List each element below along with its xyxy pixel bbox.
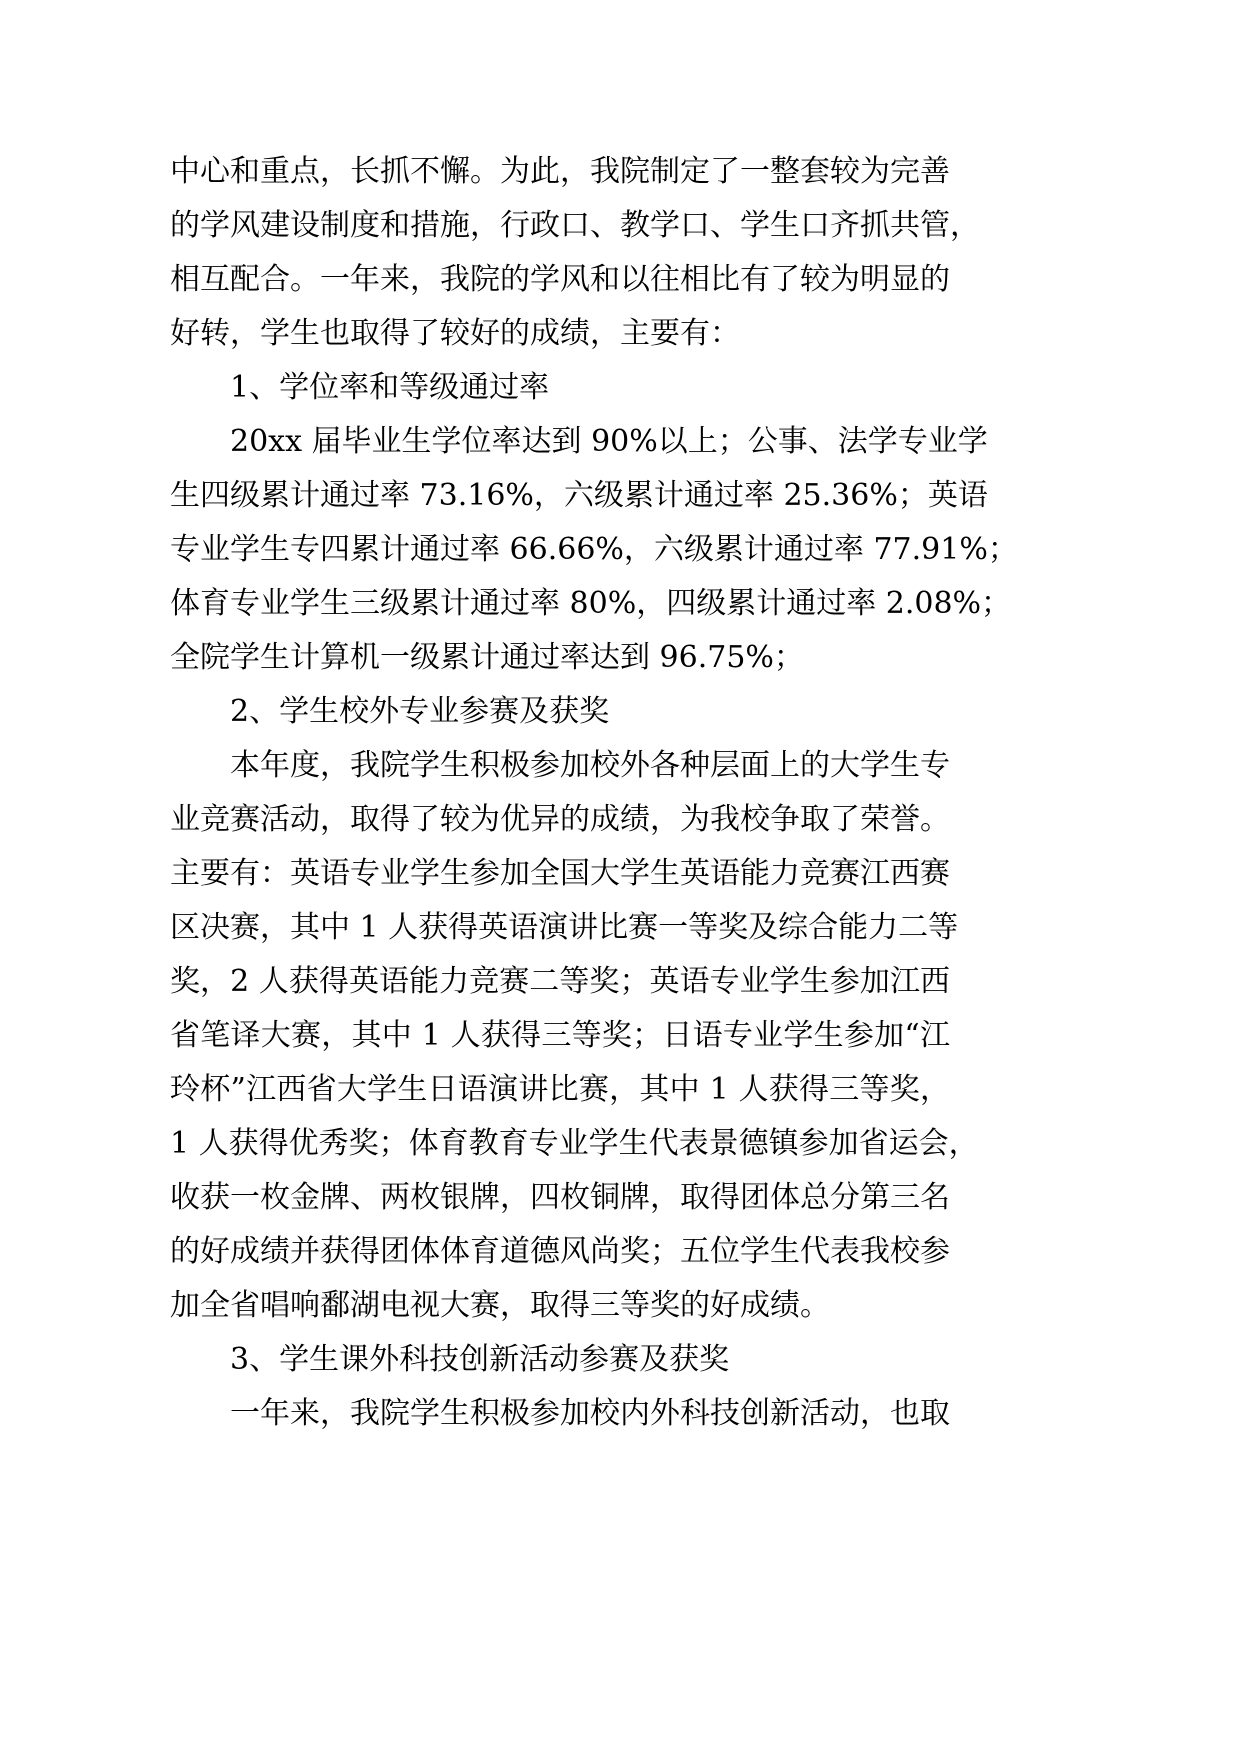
text-line: 玲杯”江西省大学生日语演讲比赛，其中 1 人获得三等奖， [170,1072,950,1107]
document-body [170,145,1018,1441]
text-line: 体育专业学生三级累计通过率 80%，四级累计通过率 2.08%； [170,586,1012,621]
text-line: 主要有：英语专业学生参加全国大学生英语能力竞赛江西赛 [170,856,950,891]
text-line: 区决赛，其中 1 人获得英语演讲比赛一等奖及综合能力二等 [170,910,959,945]
text-line: 收获一枚金牌、两枚银牌，四枚铜牌，取得团体总分第三名 [170,1180,950,1215]
section-heading-3: 3、学生课外科技创新活动参赛及获奖 [230,1342,730,1377]
text-line: 一年来，我院学生积极参加校内外科技创新活动，也取 [230,1396,950,1431]
text-line: 20xx 届毕业生学位率达到 90%以上；公事、法学专业学 [230,424,988,459]
text-line: 本年度，我院学生积极参加校外各种层面上的大学生专 [230,748,950,783]
text-line: 好转，学生也取得了较好的成绩，主要有： [170,316,740,351]
text-line: 专业学生专四累计通过率 66.66%，六级累计通过率 77.91%； [170,532,1018,567]
text-line: 省笔译大赛，其中 1 人获得三等奖；日语专业学生参加“江 [170,1018,950,1053]
text-line: 1 人获得优秀奖；体育教育专业学生代表景德镇参加省运会， [170,1126,979,1161]
text-line: 加全省唱响鄱湖电视大赛，取得三等奖的好成绩。 [170,1288,830,1323]
text-line: 全院学生计算机一级累计通过率达到 96.75%； [170,640,804,675]
text-line: 生四级累计通过率 73.16%，六级累计通过率 25.36%；英语 [170,478,988,513]
text-line: 奖，2 人获得英语能力竞赛二等奖；英语专业学生参加江西 [170,964,950,999]
text-line: 相互配合。一年来，我院的学风和以往相比有了较为明显的 [170,262,950,297]
text-line: 的好成绩并获得团体体育道德风尚奖；五位学生代表我校参 [170,1234,950,1269]
section-heading-2: 2、学生校外专业参赛及获奖 [230,694,610,729]
text-line: 中心和重点，长抓不懈。为此，我院制定了一整套较为完善 [170,154,950,189]
text-line: 业竞赛活动，取得了较为优异的成绩，为我校争取了荣誉。 [170,802,950,837]
section-heading-1: 1、学位率和等级通过率 [230,370,550,405]
text-line: 的学风建设制度和措施，行政口、教学口、学生口齐抓共管， [170,208,980,243]
